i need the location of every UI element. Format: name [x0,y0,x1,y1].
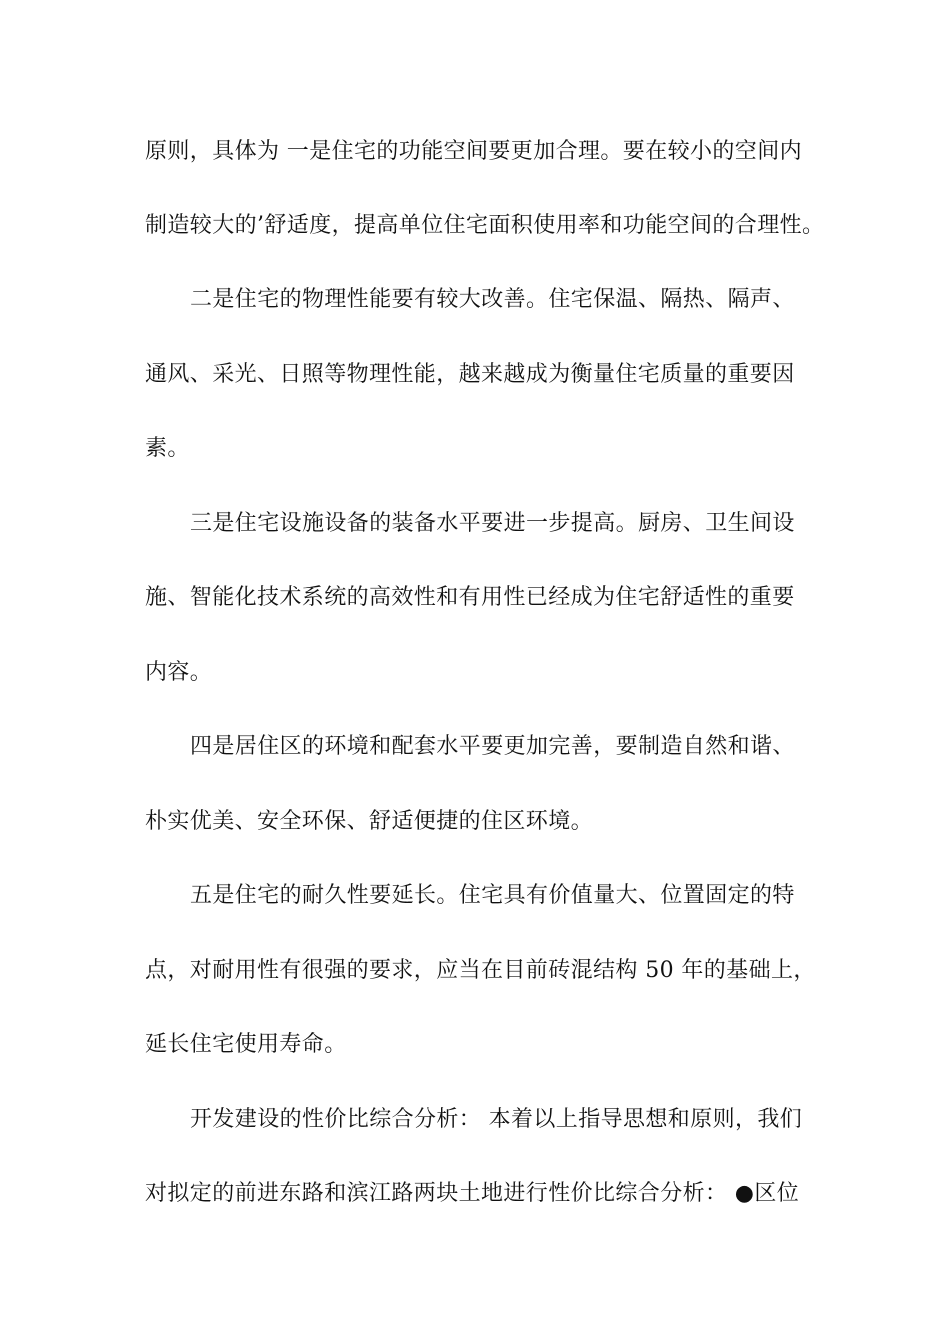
paragraph-4-line-2: 朴实优美、安全环保、舒适便捷的住区环境。 [145,809,594,834]
paragraph-5-line-2: 点，对耐用性有很强的要求，应当在目前砖混结构 50 年的基础上， [145,958,816,983]
paragraph-3-line-1: 三是住宅设施设备的装备水平要进一步提高。厨房、卫生间设 [190,511,795,536]
paragraph-2-line-2: 通风、采光、日照等物理性能，越来越成为衡量住宅质量的重要因 [145,362,795,387]
paragraph-2-line-3: 素。 [145,436,190,461]
paragraph-2-line-1: 二是住宅的物理性能要有较大改善。住宅保温、隔热、隔声、 [190,287,795,312]
paragraph-6-line-2: 对拟定的前进东路和滨江路两块土地进行性价比综合分析： ●区位 [145,1181,800,1206]
paragraph-5-line-1: 五是住宅的耐久性要延长。住宅具有价值量大、位置固定的特 [190,883,795,908]
paragraph-4-line-1: 四是居住区的环境和配套水平要更加完善，要制造自然和谐、 [190,734,795,759]
paragraph-3-line-2: 施、智能化技术系统的高效性和有用性已经成为住宅舒适性的重要 [145,585,795,610]
paragraph-3-line-3: 内容。 [145,660,213,685]
text-line-1: 原则，具体为 一是住宅的功能空间要更加合理。要在较小的空间内 [145,139,802,164]
paragraph-6-line-1: 开发建设的性价比综合分析： 本着以上指导思想和原则，我们 [190,1107,803,1132]
text-line-2: 制造较大的’舒适度，提高单位住宅面积使用率和功能空间的合理性。 [145,213,825,238]
paragraph-5-line-3: 延长住宅使用寿命。 [145,1032,347,1057]
